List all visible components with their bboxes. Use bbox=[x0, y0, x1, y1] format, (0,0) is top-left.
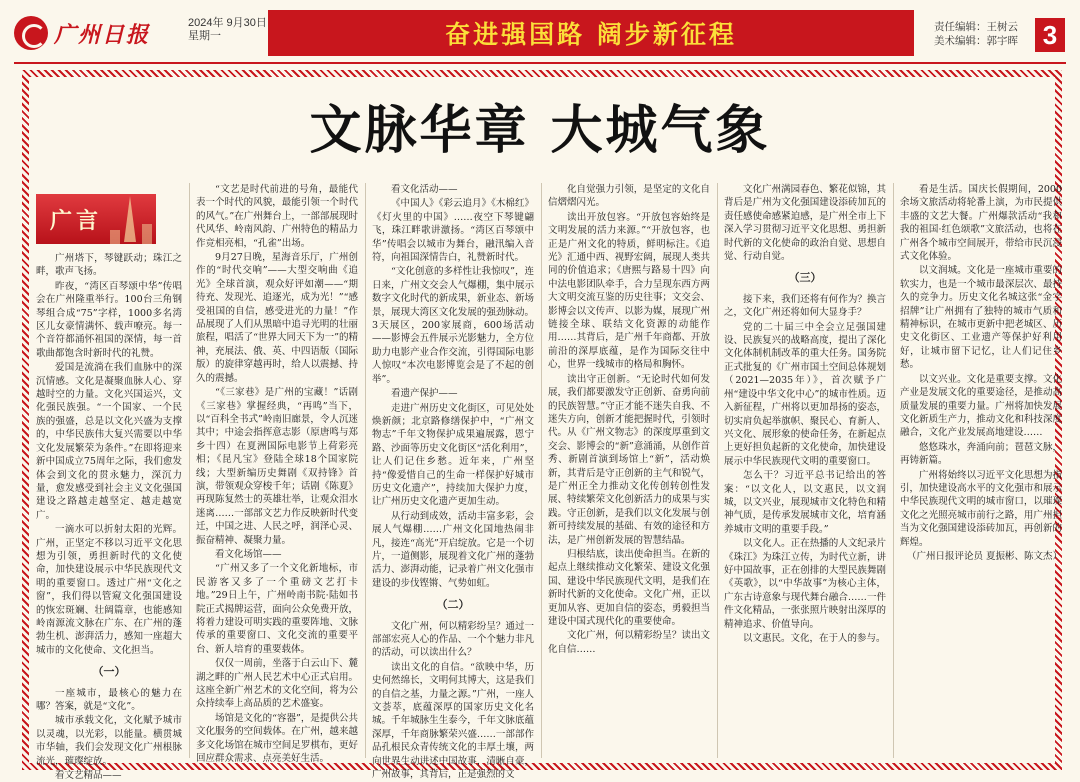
header-divider bbox=[14, 62, 1066, 64]
art-editor-line: 美术编辑：郭宇晖 bbox=[934, 35, 1018, 47]
paragraph: 广州塔下，琴键跃动；珠江之畔，歌声飞扬。 bbox=[36, 253, 182, 278]
masthead-logo bbox=[14, 12, 164, 54]
paragraph: 看遗产保护—— bbox=[391, 388, 458, 400]
article-headline: 文脉华章 大城气象 bbox=[309, 100, 771, 161]
paragraph: 昨夜，“湾区百琴颂中华”传唱会在广州隆重举行。100台三角钢琴组合成“75”字样，1000多名湾区儿女豪情满怀、载声嘹亮。每一个音符都涌怀祖国的深情，每一首歌曲都饱含时新时代的礼赞。 bbox=[36, 280, 182, 359]
column-badge bbox=[36, 194, 156, 244]
section-heading-1: （一） bbox=[92, 665, 126, 679]
article-column-3 bbox=[372, 183, 534, 781]
paragraph: 走进广州历史文化街区，可见处处焕新颜；北京路修缮保护中，“广州文物志”千年文物保护成果遍展露，恩宁路、沙面等历史文化街区“活化利用”，让人们记住乡愁。近年来，广州坚持“像爱惜自己的生命一样保护好城市历史文化遗产”，持续加大保护力度，让广州历史文化遗产更加生动。 bbox=[372, 402, 534, 508]
paragraph: 看文化活动—— bbox=[391, 184, 458, 195]
paragraph: 以文兴业。文化是重要支撑。文化产业是发展文化的重要途径，是推动高质量发展的重要力量。广州将加快发展文化新质生产力，推动文化和科技深度融合，文化产业发展高地建设…… bbox=[900, 373, 1062, 439]
paragraph: 《中国人》《彩云追月》《木棉红》《灯火里的中国》……夜空下琴键翩飞，珠江畔歌讲激扬。“湾区百琴颂中华”传唱会以城市为舞台，融汛编入音符，向祖国深情告白，礼赞新时代。 bbox=[372, 198, 534, 264]
paragraph: 看文艺精品—— bbox=[55, 770, 122, 782]
page-number: 3 bbox=[1035, 18, 1065, 52]
paragraph: 爱国是流淌在我们血脉中的深沉情感。文化是凝聚血脉人心、穿越时空的力量。文化兴国运兴，文化强民族强。“一个国家、一个民族的强盛，总是以文化兴盛为支撑的，中华民族伟大复兴需要以中华文化发展繁荣为条件。”在即将迎来新中国成立75周年之际，我们愈发体会到文化的贯永魅力，深沉力量，愈发感受到社会主义文化强国建设之路越走越坚定、越走越宽广。 bbox=[36, 362, 182, 521]
paragraph: 怎么干？习近平总书记给出的答案：“以文化人，以文惠民，以文润城，以文兴业，展现城市文化特色和精神气质，是传承发展城市文化，培育涵养城市文明的重要手段。” bbox=[724, 470, 886, 535]
paragraph: “《三家巷》是广州的宝藏！”话剧《三家巷》掌握经典，“再鸣”当下，以“百科全书式”岭南旧廊景，令人沉迷其中；中途会指挥意志影（原唐鸣与郑乡十四）在夏洲国际电影节上荷彩亮相；《昆凡宝》登陆全球18个国家院线；大型新编历史舞剧《双持锋》首演，带领观众穿梭千年；话剧《陈夏》再现陈复然士的英雄壮举，让观众泪水迷离……一部部文艺力作反映新时代变迁，中国之进、人民之呼，润泽心灵、振奋精神、凝聚力量。 bbox=[196, 387, 358, 546]
canton-tower-icon bbox=[106, 194, 156, 244]
column-badge-text: 广言 bbox=[50, 208, 103, 234]
paragraph: 读出文化的自信。“欲映中华，历史何然绵长，文明何其博大，这是我们的自信之基，力量之源。”广州，一座人文荟萃，底蕴深厚的国家历史文化名城。千年城脉生生泰今，千年文脉底蕴深厚，千年商脉繁荣兴盛……一部部作品孔根民众青传统文化的丰厚土壤，两向世界生动讲述中国故事，清晰自豪，广州故事，其背后，正是强烈的文 bbox=[372, 661, 534, 781]
column-rule bbox=[189, 183, 190, 758]
paragraph: 悠悠珠水，奔涌向前；琶琶文脉，再铸新篇。 bbox=[900, 441, 1062, 467]
paragraph: 以文化人。正在热播的人文纪录片《珠江》为珠江立传，为时代立新，讲好中国故事，正在创排的大型民族舞剧《英歌》，以“中华故事”为核心主体，广东古诗意象与现代舞台融合……一件件文化精品，一张张照片映射出深厚的精神追求、价值导向。 bbox=[724, 538, 886, 630]
paragraph: 场馆是文化的“容器”，是提供公共文化服务的空间载体。在广州，越来越多文化场馆在城市空间足罗棋布，更好回应群众需求、点亮美好生活。 bbox=[196, 712, 358, 765]
paragraph: 看文化场馆—— bbox=[215, 548, 282, 560]
author-signature: （广州日报评论员 夏振彬、陈文杰） bbox=[906, 550, 1062, 562]
paragraph: 化自觉强力引领，是坚定的文化自信熠熠闪光。 bbox=[548, 184, 710, 209]
newspaper-emblem-icon bbox=[14, 16, 48, 50]
column-rule bbox=[541, 183, 542, 758]
editor-credits bbox=[934, 20, 1018, 48]
article-column-2 bbox=[196, 183, 358, 763]
paragraph: 读出守正创新。“无论时代如何发展，我们都要激发守正创新、奋勇向前的民族智慧。”守正才能不迷失自我、不迷失方向，创新才能把握时代，引领时代。从《广州文物志》的深度厚重到文交会、影博会的“新”意涌涌，从创作首秀、新剧首演到场馆上“新”，活动焕新，其背后是守正创新的主气和锐气，是广州正全力推动文化传创转创性发展、特续繁荣文化创新活力的成果与实践。守正创新，是我们以文化发展与创新可持续发展的基础、有效的途径和方法，是广州创新发展的智慧结晶。 bbox=[548, 373, 710, 546]
paragraph: 广州将始终以习近平文化思想为指引，加快建设高水平的文化强市和展示中华民族现代文明的城市窗口，以璀璨文化之光照亮城市前行之路，用广州担当为文化强国建设添砖加瓦，再创新的辉煌。 bbox=[900, 469, 1062, 548]
paragraph: 接下来，我们还将有何作为？换言之，文化广州还将如何大显身手？ bbox=[724, 293, 886, 319]
paragraph: 从行动到成效，活动丰富多彩，会展人气爆棚……广州文化国地热闹非凡，接连“高光”开启绽放。它是一个切片，一道侧影，展现着文化广州的蓬勃活力、澎湃动能，记录着广州文化强市建设的步伐铿锵、气势如虹。 bbox=[372, 510, 534, 589]
paragraph: 一滴水可以折射太阳的光辉。广州，正坚定不移以习近平文化思想为引领，勇担新时代的文化使命，加快建设展示中华民族现代文明的重要窗口。透过广州“文化之窗”，我们得以管窥文化强国建设的恢宏斑斓、壮阔篇章，也能感知岭南源流文脉在广东、在广州的蓬勃生机、澎湃活力，感知一座超大城市的文化使命、文化担当。 bbox=[36, 524, 182, 656]
paragraph: “文化创意的多样性让我惊叹”，连日来，广州文交会人气爆棚，集中展示数字文化时代的新成果，新业态、新场景，展现大湾区文化发展的强劲脉动。3天展区，200家展商，600场活动——影博会五件展示光影魅力，全方位助力电影产业合作交流，引得国际电影人惊叹“本次电影博览会是了不起的创举”。 bbox=[372, 266, 534, 385]
paragraph: 归根结底，读出使命担当。在新的起点上继续推动文化繁荣、建设文化强国、建设中华民族现代文明，是我们在新时代新的文化使命。文化广州，正以更加从容、更加自信的姿态，勇毅担当建设中国式现代化的重要使命。 bbox=[548, 548, 710, 627]
issue-date bbox=[188, 17, 267, 43]
paragraph: 文化广州，何以精彩纷呈？通过一部部宏亮人心的作品、一个个魅力非凡的活动，可以读出什么？ bbox=[372, 620, 534, 659]
paragraph: 9月27日晚，星海音乐厅，广州创作的“时代交响”——大型交响曲《追光》全球首演，观众好评如潮——“期待充、发现光、追逐光，成为光！”“感受祖国的自信，感受进光的力量！”作品展现了人们从黑暗中追寻光明的壮丽旅程，唱活了“世界大同天下为一”的精神，充展法、俄、英、中四语版（国际版）的旋律穿越再时，给人以震撼、持久的震撼。 bbox=[196, 252, 358, 384]
section-heading-3: （三） bbox=[788, 271, 822, 285]
editor-line: 责任编辑：王树云 bbox=[934, 21, 1018, 33]
paragraph: 以文惠民。文化，在于人的参与。 bbox=[743, 633, 886, 644]
paragraph: 文化广州满园春色、繁花似锦，其背后是广州为文化强国建设添砖加瓦的责任感使命感紧迫感，是广州全市上下深入学习贯彻习近平文化思想、勇担新时代新的文化使命的政治自觉、思想自觉、行动自觉。 bbox=[724, 184, 886, 263]
paragraph: 文化广州，何以精彩纷呈？读出文化自信…… bbox=[548, 630, 710, 655]
article-column-6 bbox=[900, 183, 1062, 763]
paragraph: 城市承载文化，文化赋予城市以灵魂，以光彩，以能量。横贯城市华轴，我们会发现文化广州根脉流光，璀璨绽放。 bbox=[36, 715, 182, 767]
column-rule bbox=[365, 183, 366, 758]
paragraph: 读出开放包容。“开放包容始终是文明发展的活力来源。”“开放包容，也正是广州文化的特质，鲜明标注。《追光》汇通中西、视野宏阔，展现人类共同的价值追求；《唐熙与路易十四》向中法电影团队牵手，合力呈现东西方两大文明交流互鉴的历史往事；文交会、影博会以文传声、以影为媒，展现广州链接全球、联结文化资源的动能作用……其背后，是广州千年商都、开放前沿的深厚底蕴，是作为国际交往中心，世界一线城市的格局和胸怀。 bbox=[548, 211, 710, 371]
paragraph: 一座城市，最核心的魅力在哪？答案，就是“文化”。 bbox=[36, 687, 182, 712]
paragraph: 仅仅一周前，坐落于白云山下、麓湖之畔的广州人民艺术中心正式启用。这座全新广州艺术的文化空间，将为公众持续奉上高品质的艺术盛宴。 bbox=[196, 658, 358, 710]
paragraph: “广州又多了一个文化新地标，市民游客又多了一个重磅文艺打卡地。”29日上午，广州岭南书院·陆如书院正式揭牌运营，面向公众免费开放，将着力建设可明实践的重要阵地、文脉传承的重要窗口、文化交流的重要平台、新人培育的重要载体。 bbox=[196, 563, 358, 655]
paragraph: 看是生活。国庆长假期间，2000余场文旅活动将轮番上演，为市民提供丰盛的文艺大餐。广州爆款活动“我和我的祖国·红色颂歌”文旅活动，也将在广州各个城市空间展开，带给市民沉浸式文化体验。 bbox=[900, 184, 1062, 263]
paragraph: 党的二十届三中全会立足强国建设、民族复兴的战略高度，提出了深化文化体制机制改革的重大任务。国务院正式批复的《广州市国土空间总体规划（2021—2035年）》，首次赋予广州“建设中华文化中心”的城市性质。迈入新征程，广州将以更加昂扬的姿态，切实肩负起举旗帜、聚民心、育新人、兴文化、展形象的使命任务，在新起点上更好担负起新的文化使命，加快建设展示中华民族现代文明的重要窗口。 bbox=[724, 321, 886, 467]
article-column-4 bbox=[548, 183, 710, 763]
theme-banner-text: 奋进强国路 阔步新征程 bbox=[445, 20, 737, 49]
issue-year-date: 2024年 9月30日 bbox=[188, 17, 267, 29]
theme-banner bbox=[268, 10, 914, 56]
paragraph: 以文润城。文化是一座城市重要的软实力，也是一个城市最深层次、最持久的竞争力。历史文化名城这张“金字招牌”让广州拥有了独特的城市气质和精神标识，在城市更新中把老城区、历史文化街区、工业遗产等保护好利用好，让城市留下记忆，让人们记住乡愁。 bbox=[900, 265, 1062, 371]
column-rule bbox=[893, 183, 894, 758]
newspaper-name: 广州日报 bbox=[54, 21, 151, 48]
paragraph: “文艺是时代前进的号角，最能代表一个时代的风貌，最能引领一个时代的风气。”在广州舞台上，一部部展现时代风华、岭南风韵、广州特色的精品力作竞相亮相，“孔雀”出场。 bbox=[196, 184, 358, 249]
section-heading-2: （二） bbox=[436, 598, 470, 612]
article-column-5 bbox=[724, 183, 886, 763]
article-column-1 bbox=[36, 252, 182, 782]
page-header bbox=[0, 0, 1080, 62]
issue-weekday: 星期一 bbox=[188, 30, 221, 42]
column-rule bbox=[717, 183, 718, 758]
